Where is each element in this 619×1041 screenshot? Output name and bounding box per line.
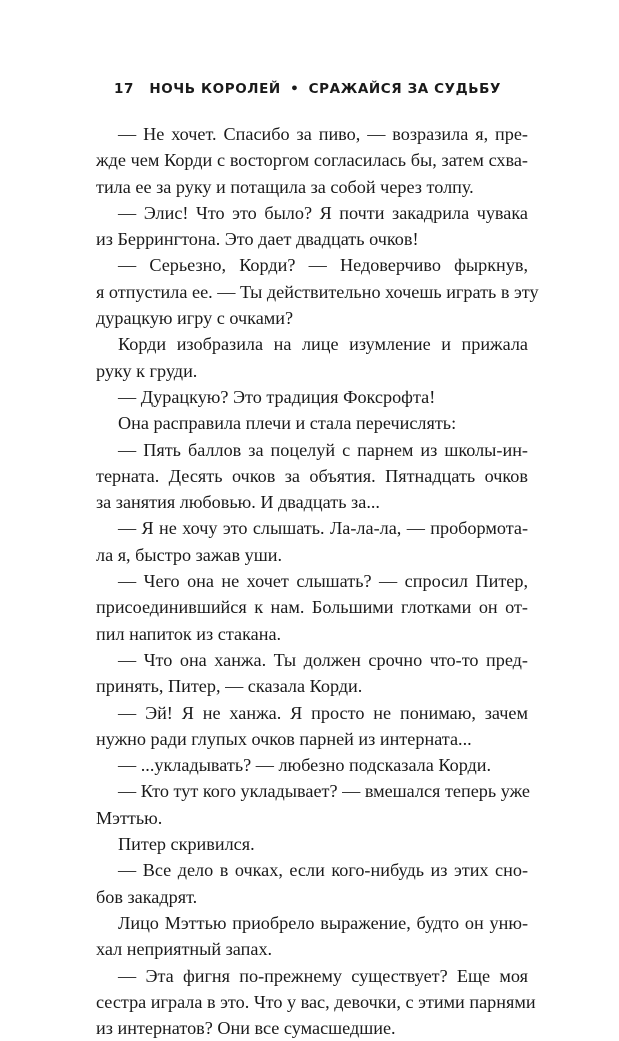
text-line: хал неприятный запах. [96, 939, 273, 960]
text-line: тила ее за руку и потащила за собой через толпу. [96, 176, 474, 197]
text-line: — Элис! Что это было? Я почти закадрила чувака [118, 202, 528, 223]
text-line: — Серьезно, Корди? — Недоверчиво фыркнув, [118, 255, 528, 276]
text-line: Лицо Мэттью приобрело выражение, будто он уню- [118, 912, 528, 933]
text-line: за занятия любовью. И двадцать за... [96, 492, 380, 513]
text-line: Мэттью. [96, 807, 163, 828]
text-line: — Что она ханжа. Ты должен срочно что-то пред- [118, 649, 528, 670]
header-separator: • [290, 81, 300, 97]
text-line: я отпустила ее. — Ты действительно хочешь играть в эту [96, 281, 539, 302]
text-line: сестра играла в это. Что у вас, девочки, с этими парнями [96, 991, 536, 1012]
text-line: жде чем Корди с восторгом согласилась бы, затем схва- [96, 150, 528, 171]
text-line: принять, Питер, — сказала Корди. [96, 676, 363, 697]
text-line: — Эта фигня по-прежнему существует? Еще моя [118, 965, 528, 986]
text-line: — Не хочет. Спасибо за пиво, — возразила я, пре- [118, 124, 528, 144]
text-line: нужно ради глупых очков парней из интерната... [96, 728, 472, 749]
text-line: дурацкую игру с очками? [96, 308, 294, 329]
running-header [114, 81, 514, 101]
text-line: Питер скривился. [118, 834, 255, 855]
text-line: Она расправила плечи и стала перечислять: [118, 413, 457, 434]
body-text [96, 121, 539, 1041]
text-line: из Беррингтона. Это дает двадцать очков! [96, 229, 419, 250]
text-line: пил напиток из стакана. [96, 623, 282, 644]
text-line: — Я не хочу это слышать. Ла-ла-ла, — пробормота- [118, 518, 528, 539]
text-line: — Кто тут кого укладывает? — вмешался теперь уже [118, 781, 530, 802]
text-line: — Эй! Я не ханжа. Я просто не понимаю, зачем [118, 702, 528, 723]
text-line: из интернатов? Они все сумасшедшие. [96, 1018, 396, 1039]
text-line: бов закадрят. [96, 886, 198, 907]
text-line: присоединившийся к нам. Большими глотками он от- [96, 597, 528, 618]
text-line: Корди изобразила на лице изумление и прижала [118, 334, 528, 355]
text-line: руку к груди. [96, 360, 198, 381]
book-subtitle: СРАЖАЙСЯ ЗА СУДЬБУ [308, 81, 502, 97]
text-line: — Дурацкую? Это традиция Фоксрофта! [118, 386, 436, 407]
text-line: — Все дело в очках, если кого-нибудь из этих сно- [118, 860, 528, 881]
text-line: — ...укладывать? — любезно подсказала Корди. [118, 755, 492, 776]
text-line: — Чего она не хочет слышать? — спросил Питер, [118, 571, 528, 592]
book-title: НОЧЬ КОРОЛЕЙ [149, 81, 281, 97]
text-line: — Пять баллов за поцелуй с парнем из школы-ин- [118, 439, 528, 460]
text-line: ла я, быстро зажав уши. [96, 544, 283, 565]
text-line: терната. Десять очков за объятия. Пятнадцать очков [96, 465, 528, 486]
page-number: 17 [114, 81, 134, 97]
